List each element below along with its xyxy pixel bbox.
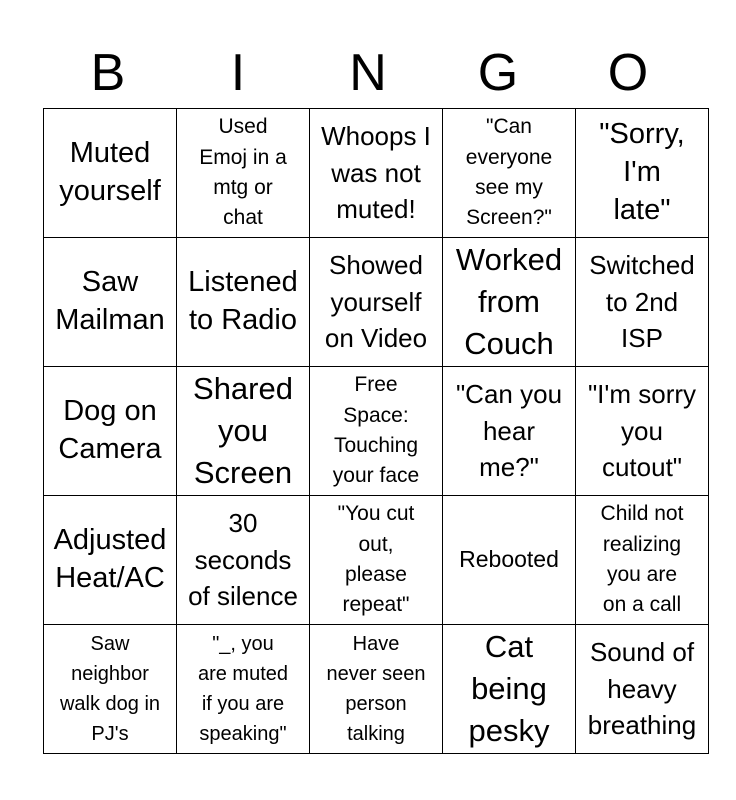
header-letter-i: I [230,44,246,102]
bingo-cell[interactable]: Worked from Couch [443,238,576,367]
free-space-cell[interactable]: Free Space: Touching your face [310,367,443,496]
bingo-header [43,40,693,106]
bingo-cell[interactable]: Cat being pesky [443,625,576,754]
bingo-cell[interactable]: "Can you hear me?" [443,367,576,496]
bingo-row [44,238,709,367]
bingo-row [44,109,709,238]
bingo-cell[interactable]: Showed yourself on Video [310,238,443,367]
header-letter-g: G [477,44,519,102]
bingo-cell[interactable]: Switched to 2nd ISP [576,238,709,367]
bingo-row [44,625,709,754]
bingo-card-grid [43,108,709,754]
bingo-row [44,367,709,496]
bingo-cell[interactable]: "Can everyone see my Screen?" [443,109,576,238]
bingo-cell[interactable]: Muted yourself [44,109,177,238]
bingo-cell[interactable]: "You cut out, please repeat" [310,496,443,625]
bingo-cell[interactable]: Saw Mailman [44,238,177,367]
bingo-cell[interactable]: Shared you Screen [177,367,310,496]
bingo-cell[interactable]: Sound of heavy breathing [576,625,709,754]
bingo-cell[interactable]: Adjusted Heat/AC [44,496,177,625]
bingo-cell[interactable]: Child not realizing you are on a call [576,496,709,625]
bingo-cell[interactable]: "_, you are muted if you are speaking" [177,625,310,754]
header-letter-b: B [90,44,126,102]
bingo-cell[interactable]: 30 seconds of silence [177,496,310,625]
bingo-cell[interactable]: Rebooted [443,496,576,625]
bingo-cell[interactable]: Saw neighbor walk dog in PJ's [44,625,177,754]
bingo-cell[interactable]: Whoops I was not muted! [310,109,443,238]
bingo-cell[interactable]: Listened to Radio [177,238,310,367]
bingo-row [44,496,709,625]
bingo-cell[interactable]: "I'm sorry you cutout" [576,367,709,496]
bingo-cell[interactable]: Used Emoj in a mtg or chat [177,109,310,238]
bingo-cell[interactable]: "Sorry, I'm late" [576,109,709,238]
bingo-cell[interactable]: Dog on Camera [44,367,177,496]
bingo-cell[interactable]: Have never seen person talking [310,625,443,754]
header-letter-n: N [349,44,387,102]
header-letter-o: O [607,44,649,102]
